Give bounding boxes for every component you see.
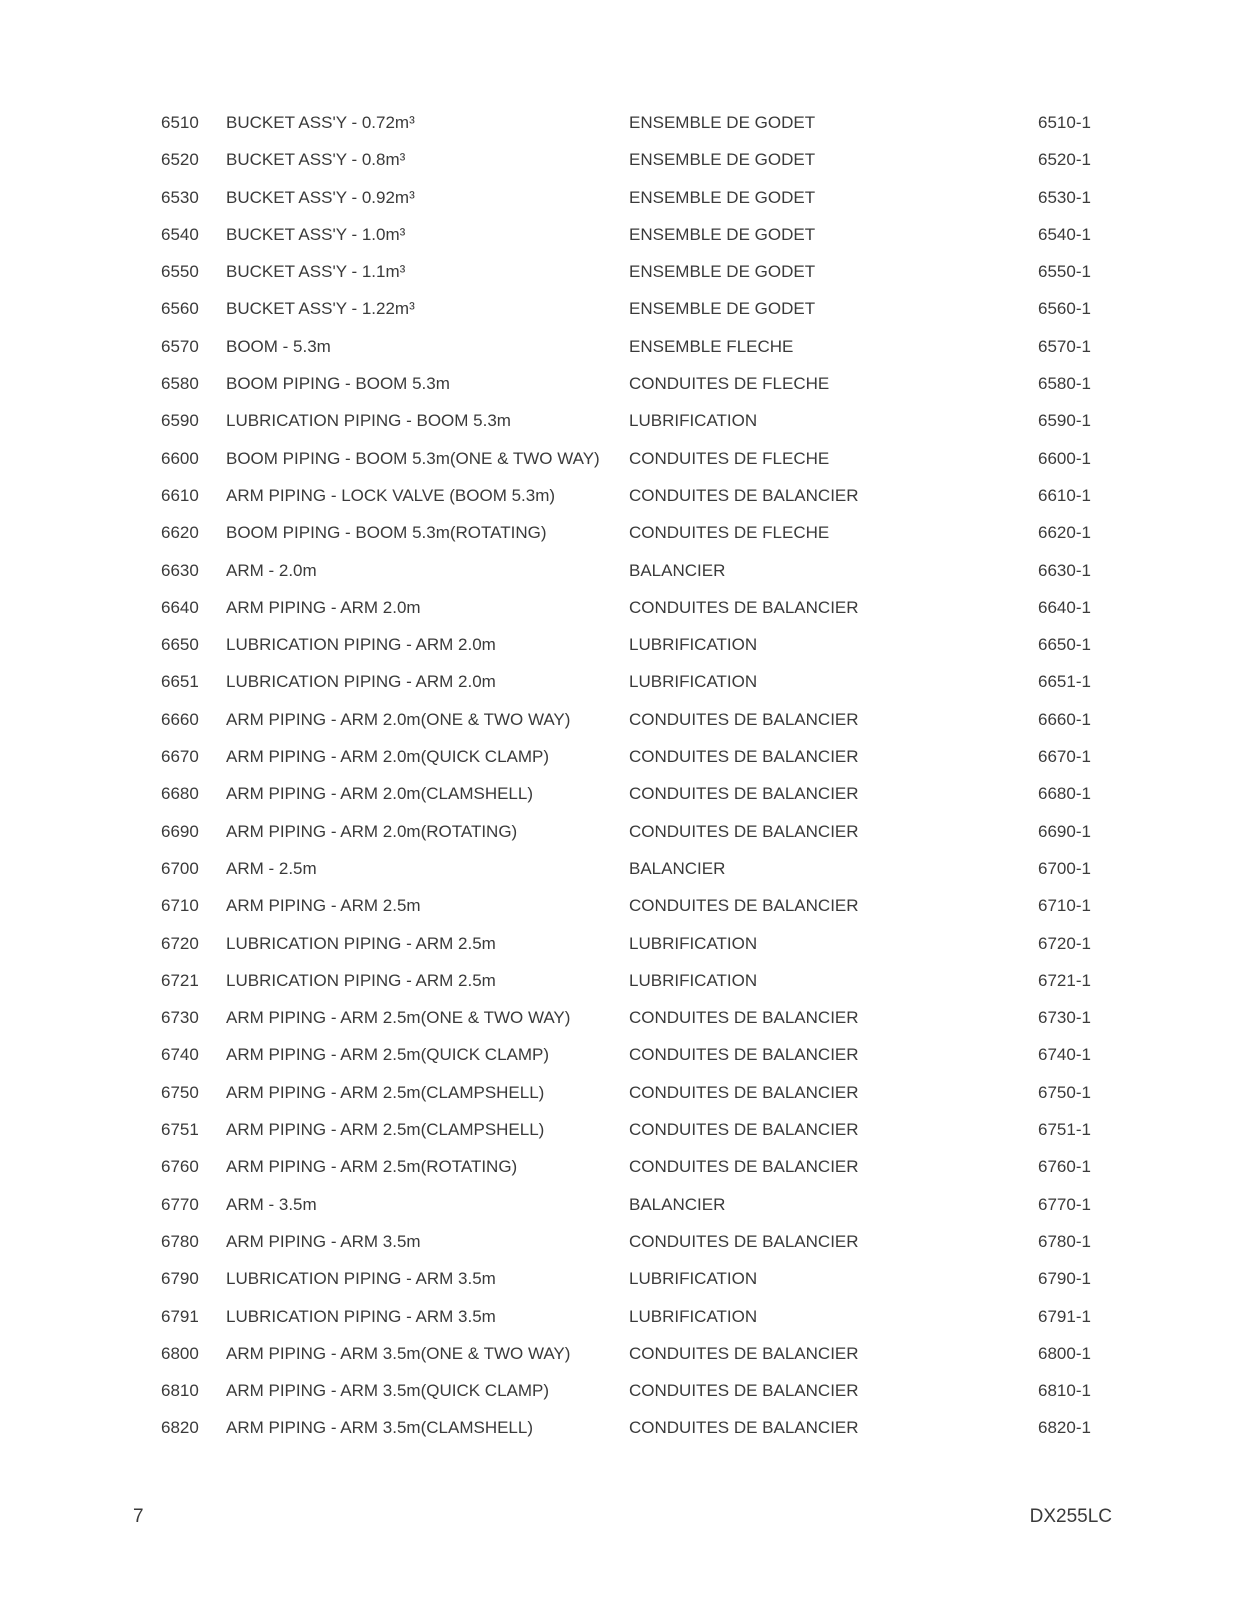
french-description: LUBRIFICATION — [629, 672, 758, 692]
french-description: CONDUITES DE BALANCIER — [629, 747, 859, 767]
page-reference[interactable]: 6721-1 — [1038, 970, 1091, 990]
french-description: ENSEMBLE DE GODET — [629, 150, 816, 170]
part-description: LUBRICATION PIPING - ARM 2.0m — [226, 635, 496, 655]
table-row[interactable] — [0, 514, 1236, 551]
part-description: ARM PIPING - ARM 3.5m(CLAMSHELL) — [226, 1418, 534, 1438]
part-group-number: 6750 — [161, 1082, 199, 1102]
table-row[interactable] — [0, 925, 1236, 962]
part-group-number: 6800 — [161, 1343, 199, 1363]
part-description: ARM PIPING - ARM 2.5m — [226, 896, 421, 916]
page-reference[interactable]: 6660-1 — [1038, 709, 1091, 729]
part-description: ARM PIPING - ARM 2.0m(CLAMSHELL) — [226, 784, 534, 804]
page-reference[interactable]: 6610-1 — [1038, 485, 1091, 505]
page-reference[interactable]: 6760-1 — [1038, 1157, 1091, 1177]
part-description: ARM - 3.5m — [226, 1194, 317, 1214]
french-description: CONDUITES DE BALANCIER — [629, 709, 859, 729]
part-group-number: 6550 — [161, 262, 199, 282]
french-description: ENSEMBLE DE GODET — [629, 224, 816, 244]
table-row[interactable] — [0, 253, 1236, 290]
page-reference[interactable]: 6590-1 — [1038, 411, 1091, 431]
table-row[interactable] — [0, 775, 1236, 812]
part-description: LUBRICATION PIPING - ARM 2.0m — [226, 672, 496, 692]
page-reference[interactable]: 6580-1 — [1038, 374, 1091, 394]
french-description: CONDUITES DE BALANCIER — [629, 1157, 859, 1177]
page-reference[interactable]: 6670-1 — [1038, 747, 1091, 767]
part-group-number: 6610 — [161, 485, 199, 505]
table-row[interactable] — [0, 552, 1236, 589]
page-reference[interactable]: 6750-1 — [1038, 1082, 1091, 1102]
page-reference[interactable]: 6800-1 — [1038, 1343, 1091, 1363]
part-description: BUCKET ASS'Y - 0.72m³ — [226, 113, 415, 132]
part-group-number: 6791 — [161, 1306, 199, 1326]
french-description: LUBRIFICATION — [629, 1269, 758, 1289]
french-description: ENSEMBLE DE GODET — [629, 262, 816, 282]
part-group-number: 6700 — [161, 858, 199, 878]
page-number: 7 — [133, 1506, 144, 1527]
part-group-number: 6510 — [161, 113, 199, 132]
table-row[interactable] — [0, 1223, 1236, 1260]
part-group-number: 6590 — [161, 411, 199, 431]
french-description: CONDUITES DE BALANCIER — [629, 485, 859, 505]
table-row[interactable] — [0, 1409, 1236, 1446]
table-row[interactable] — [0, 887, 1236, 924]
page-reference[interactable]: 6710-1 — [1038, 896, 1091, 916]
table-row[interactable] — [0, 1148, 1236, 1185]
french-description: BALANCIER — [629, 1194, 726, 1214]
part-description: BUCKET ASS'Y - 1.1m³ — [226, 262, 406, 282]
part-description: ARM PIPING - ARM 2.5m(CLAMPSHELL) — [226, 1082, 545, 1102]
french-description: CONDUITES DE BALANCIER — [629, 1045, 859, 1065]
table-row[interactable] — [0, 477, 1236, 514]
french-description: CONDUITES DE FLECHE — [629, 374, 830, 394]
part-description: ARM PIPING - ARM 2.5m(CLAMPSHELL) — [226, 1120, 545, 1140]
page-reference[interactable]: 6600-1 — [1038, 448, 1091, 468]
part-description: ARM PIPING - ARM 2.0m — [226, 597, 421, 617]
part-description: ARM PIPING - ARM 3.5m — [226, 1231, 421, 1251]
page-reference[interactable]: 6630-1 — [1038, 560, 1091, 580]
page-reference[interactable]: 6740-1 — [1038, 1045, 1091, 1065]
part-group-number: 6720 — [161, 933, 199, 953]
french-description: CONDUITES DE BALANCIER — [629, 1008, 859, 1028]
table-row[interactable] — [0, 179, 1236, 216]
page-reference[interactable]: 6540-1 — [1038, 224, 1091, 244]
part-description: ARM - 2.5m — [226, 858, 317, 878]
page-reference[interactable]: 6620-1 — [1038, 523, 1091, 543]
french-description: CONDUITES DE BALANCIER — [629, 1120, 859, 1140]
part-group-number: 6770 — [161, 1194, 199, 1214]
table-row[interactable] — [0, 1260, 1236, 1297]
part-description: ARM PIPING - ARM 3.5m(ONE & TWO WAY) — [226, 1343, 571, 1363]
table-row[interactable] — [0, 440, 1236, 477]
part-description: BUCKET ASS'Y - 1.0m³ — [226, 224, 406, 244]
french-description: ENSEMBLE DE GODET — [629, 113, 816, 132]
part-description: BOOM - 5.3m — [226, 336, 331, 356]
part-group-number: 6640 — [161, 597, 199, 617]
table-row[interactable] — [0, 850, 1236, 887]
part-group-number: 6710 — [161, 896, 199, 916]
table-row[interactable] — [0, 1372, 1236, 1409]
part-description: LUBRICATION PIPING - ARM 3.5m — [226, 1306, 496, 1326]
part-description: ARM PIPING - ARM 2.5m(QUICK CLAMP) — [226, 1045, 550, 1065]
french-description: ENSEMBLE DE GODET — [629, 299, 816, 319]
french-description: CONDUITES DE FLECHE — [629, 523, 830, 543]
table-row[interactable] — [0, 999, 1236, 1036]
part-description: ARM PIPING - ARM 2.0m(ONE & TWO WAY) — [226, 709, 571, 729]
model-name: DX255LC — [1029, 1506, 1112, 1527]
french-description: BALANCIER — [629, 858, 726, 878]
part-group-number: 6810 — [161, 1381, 199, 1401]
part-description: ARM PIPING - ARM 3.5m(QUICK CLAMP) — [226, 1381, 550, 1401]
french-description: LUBRIFICATION — [629, 1306, 758, 1326]
page-reference[interactable]: 6530-1 — [1038, 187, 1091, 207]
part-description: LUBRICATION PIPING - ARM 2.5m — [226, 970, 496, 990]
part-group-number: 6721 — [161, 970, 199, 990]
table-row[interactable] — [0, 290, 1236, 327]
table-row[interactable] — [0, 1298, 1236, 1335]
table-row[interactable] — [0, 962, 1236, 999]
page-reference[interactable]: 6690-1 — [1038, 821, 1091, 841]
page-reference[interactable]: 6510-1 — [1038, 113, 1091, 132]
table-row[interactable] — [0, 1335, 1236, 1372]
table-row[interactable] — [0, 104, 1236, 141]
table-row[interactable] — [0, 216, 1236, 253]
page-reference[interactable]: 6651-1 — [1038, 672, 1091, 692]
part-description: ARM PIPING - ARM 2.0m(ROTATING) — [226, 821, 518, 841]
part-group-number: 6751 — [161, 1120, 199, 1140]
page-reference[interactable]: 6810-1 — [1038, 1381, 1091, 1401]
table-row[interactable] — [0, 663, 1236, 700]
page-reference[interactable]: 6751-1 — [1038, 1120, 1091, 1140]
part-description: LUBRICATION PIPING - BOOM 5.3m — [226, 411, 511, 431]
part-group-number: 6580 — [161, 374, 199, 394]
parts-index-table — [0, 104, 1236, 1447]
part-group-number: 6730 — [161, 1008, 199, 1028]
part-description: BOOM PIPING - BOOM 5.3m(ONE & TWO WAY) — [226, 448, 600, 468]
french-description: BALANCIER — [629, 560, 726, 580]
french-description: LUBRIFICATION — [629, 970, 758, 990]
french-description: CONDUITES DE BALANCIER — [629, 821, 859, 841]
french-description: LUBRIFICATION — [629, 933, 758, 953]
french-description: ENSEMBLE DE GODET — [629, 187, 816, 207]
page-reference[interactable]: 6770-1 — [1038, 1194, 1091, 1214]
french-description: CONDUITES DE BALANCIER — [629, 597, 859, 617]
part-group-number: 6650 — [161, 635, 199, 655]
page-reference[interactable]: 6640-1 — [1038, 597, 1091, 617]
page-reference[interactable]: 6550-1 — [1038, 262, 1091, 282]
part-group-number: 6780 — [161, 1231, 199, 1251]
table-row[interactable] — [0, 141, 1236, 178]
part-group-number: 6760 — [161, 1157, 199, 1177]
part-description: BOOM PIPING - BOOM 5.3m(ROTATING) — [226, 523, 547, 543]
part-description: LUBRICATION PIPING - ARM 2.5m — [226, 933, 496, 953]
page-reference[interactable]: 6780-1 — [1038, 1231, 1091, 1251]
part-group-number: 6690 — [161, 821, 199, 841]
table-row[interactable] — [0, 1186, 1236, 1223]
part-description: BUCKET ASS'Y - 0.8m³ — [226, 150, 406, 170]
french-description: LUBRIFICATION — [629, 411, 758, 431]
part-group-number: 6680 — [161, 784, 199, 804]
part-group-number: 6660 — [161, 709, 199, 729]
table-row[interactable] — [0, 328, 1236, 365]
french-description: CONDUITES DE FLECHE — [629, 448, 830, 468]
french-description: LUBRIFICATION — [629, 635, 758, 655]
page-reference[interactable]: 6570-1 — [1038, 336, 1091, 356]
part-description: ARM PIPING - ARM 2.5m(ROTATING) — [226, 1157, 518, 1177]
french-description: CONDUITES DE BALANCIER — [629, 1418, 859, 1438]
part-group-number: 6600 — [161, 448, 199, 468]
french-description: CONDUITES DE BALANCIER — [629, 1381, 859, 1401]
part-group-number: 6740 — [161, 1045, 199, 1065]
part-description: LUBRICATION PIPING - ARM 3.5m — [226, 1269, 496, 1289]
page-reference[interactable]: 6680-1 — [1038, 784, 1091, 804]
table-row[interactable] — [0, 1074, 1236, 1111]
part-description: ARM PIPING - ARM 2.0m(QUICK CLAMP) — [226, 747, 550, 767]
part-description: BUCKET ASS'Y - 1.22m³ — [226, 299, 415, 319]
table-row[interactable] — [0, 402, 1236, 439]
part-group-number: 6620 — [161, 523, 199, 543]
french-description: CONDUITES DE BALANCIER — [629, 1231, 859, 1251]
part-group-number: 6630 — [161, 560, 199, 580]
table-row[interactable] — [0, 626, 1236, 663]
page-reference[interactable]: 6520-1 — [1038, 150, 1091, 170]
part-group-number: 6670 — [161, 747, 199, 767]
part-group-number: 6820 — [161, 1418, 199, 1438]
part-description: BUCKET ASS'Y - 0.92m³ — [226, 187, 415, 207]
french-description: CONDUITES DE BALANCIER — [629, 1082, 859, 1102]
french-description: CONDUITES DE BALANCIER — [629, 784, 859, 804]
part-description: ARM PIPING - LOCK VALVE (BOOM 5.3m) — [226, 485, 556, 505]
table-row[interactable] — [0, 1111, 1236, 1148]
page-reference[interactable]: 6700-1 — [1038, 858, 1091, 878]
table-row[interactable] — [0, 701, 1236, 738]
part-group-number: 6651 — [161, 672, 199, 692]
table-row[interactable] — [0, 738, 1236, 775]
page-reference[interactable]: 6791-1 — [1038, 1306, 1091, 1326]
french-description: CONDUITES DE BALANCIER — [629, 1343, 859, 1363]
part-group-number: 6530 — [161, 187, 199, 207]
page-reference[interactable]: 6820-1 — [1038, 1418, 1091, 1438]
part-group-number: 6520 — [161, 150, 199, 170]
part-group-number: 6560 — [161, 299, 199, 319]
part-description: ARM PIPING - ARM 2.5m(ONE & TWO WAY) — [226, 1008, 571, 1028]
part-description: ARM - 2.0m — [226, 560, 317, 580]
part-group-number: 6570 — [161, 336, 199, 356]
part-group-number: 6540 — [161, 224, 199, 244]
page-reference[interactable]: 6650-1 — [1038, 635, 1091, 655]
page-reference[interactable]: 6730-1 — [1038, 1008, 1091, 1028]
table-row[interactable] — [0, 813, 1236, 850]
french-description: ENSEMBLE FLECHE — [629, 336, 794, 356]
part-description: BOOM PIPING - BOOM 5.3m — [226, 374, 450, 394]
page-reference[interactable]: 6560-1 — [1038, 299, 1091, 319]
table-row[interactable] — [0, 589, 1236, 626]
table-row[interactable] — [0, 1036, 1236, 1073]
page-reference[interactable]: 6790-1 — [1038, 1269, 1091, 1289]
page-reference[interactable]: 6720-1 — [1038, 933, 1091, 953]
part-group-number: 6790 — [161, 1269, 199, 1289]
french-description: CONDUITES DE BALANCIER — [629, 896, 859, 916]
table-row[interactable] — [0, 365, 1236, 402]
